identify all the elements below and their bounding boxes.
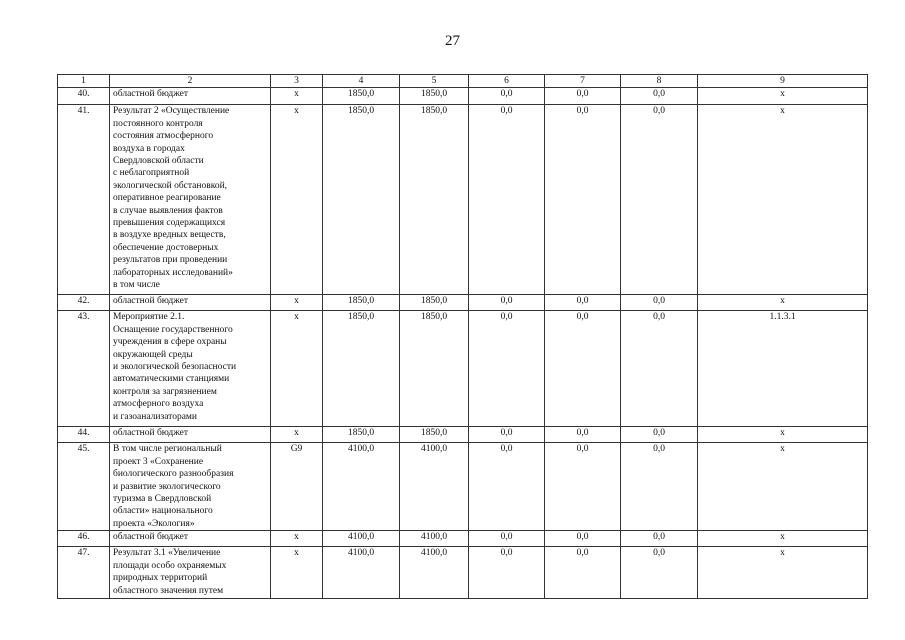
table-row (58, 547, 868, 599)
cell-col6: 0,0 (469, 443, 545, 531)
column-header: 7 (545, 75, 621, 88)
cell-col9: х (698, 105, 868, 295)
cell-col3: х (271, 295, 323, 311)
cell-col4: 1850,0 (323, 105, 400, 295)
cell-col7: 0,0 (545, 105, 621, 295)
table-header-row (58, 75, 868, 88)
cell-col6: 0,0 (469, 427, 545, 443)
cell-col7: 0,0 (545, 311, 621, 427)
cell-col8: 0,0 (621, 427, 698, 443)
column-header: 5 (400, 75, 469, 88)
row-description: областной бюджет (110, 531, 271, 547)
cell-col6: 0,0 (469, 531, 545, 547)
cell-col6: 0,0 (469, 295, 545, 311)
cell-col7: 0,0 (545, 88, 621, 105)
cell-col5: 1850,0 (400, 88, 469, 105)
cell-col4: 1850,0 (323, 295, 400, 311)
cell-col7: 0,0 (545, 531, 621, 547)
row-number: 41. (58, 105, 110, 295)
cell-col4: 1850,0 (323, 311, 400, 427)
cell-col9: х (698, 295, 868, 311)
cell-col6: 0,0 (469, 105, 545, 295)
cell-col7: 0,0 (545, 295, 621, 311)
table-row (58, 295, 868, 311)
column-header: 2 (110, 75, 271, 88)
cell-col8: 0,0 (621, 547, 698, 599)
column-header: 9 (698, 75, 868, 88)
cell-col9: 1.1.3.1 (698, 311, 868, 427)
table-row (58, 531, 868, 547)
cell-col8: 0,0 (621, 105, 698, 295)
cell-col6: 0,0 (469, 311, 545, 427)
column-header: 1 (58, 75, 110, 88)
cell-col8: 0,0 (621, 311, 698, 427)
cell-col4: 4100,0 (323, 547, 400, 599)
row-description: Мероприятие 2.1. Оснащение государственного учреждения в сфере охраны окружающей среды и экологической безопасности автоматическими станциями контроля за загрязнением атмосферного воздуха и газоанализаторами (110, 311, 271, 427)
cell-col3: х (271, 311, 323, 427)
row-description: Результат 3.1 «Увеличение площади особо охраняемых природных территорий областного значения путем (110, 547, 271, 599)
cell-col3: х (271, 547, 323, 599)
table-row (58, 443, 868, 531)
budget-table (57, 74, 868, 599)
table-row (58, 427, 868, 443)
cell-col5: 1850,0 (400, 295, 469, 311)
cell-col7: 0,0 (545, 443, 621, 531)
row-number: 42. (58, 295, 110, 311)
column-header: 3 (271, 75, 323, 88)
cell-col7: 0,0 (545, 427, 621, 443)
row-number: 44. (58, 427, 110, 443)
table-row (58, 311, 868, 427)
table-row (58, 88, 868, 105)
row-number: 45. (58, 443, 110, 531)
cell-col9: х (698, 427, 868, 443)
cell-col8: 0,0 (621, 443, 698, 531)
cell-col3: х (271, 427, 323, 443)
cell-col9: х (698, 443, 868, 531)
cell-col9: х (698, 88, 868, 105)
cell-col5: 1850,0 (400, 427, 469, 443)
cell-col3: х (271, 88, 323, 105)
cell-col5: 4100,0 (400, 531, 469, 547)
column-header: 8 (621, 75, 698, 88)
cell-col8: 0,0 (621, 88, 698, 105)
row-description: областной бюджет (110, 427, 271, 443)
cell-col3: G9 (271, 443, 323, 531)
row-number: 47. (58, 547, 110, 599)
cell-col4: 4100,0 (323, 443, 400, 531)
cell-col3: х (271, 105, 323, 295)
cell-col5: 1850,0 (400, 311, 469, 427)
row-number: 43. (58, 311, 110, 427)
cell-col4: 1850,0 (323, 427, 400, 443)
cell-col9: х (698, 547, 868, 599)
cell-col9: х (698, 531, 868, 547)
cell-col6: 0,0 (469, 88, 545, 105)
page-number: 27 (445, 33, 460, 49)
row-description: Результат 2 «Осуществление постоянного контроля состояния атмосферного воздуха в городах Свердловской области с неблагоприятной экологической обстановкой, оперативное реагирование в случае выявления фактов превышения содержащихся в воздухе вредных веществ, обеспечение достоверных результатов при проведении лабораторных исследований» в том числе (110, 105, 271, 295)
cell-col4: 1850,0 (323, 88, 400, 105)
cell-col4: 4100,0 (323, 531, 400, 547)
row-number: 46. (58, 531, 110, 547)
cell-col6: 0,0 (469, 547, 545, 599)
cell-col5: 1850,0 (400, 105, 469, 295)
cell-col5: 4100,0 (400, 443, 469, 531)
cell-col8: 0,0 (621, 531, 698, 547)
column-header: 4 (323, 75, 400, 88)
cell-col3: х (271, 531, 323, 547)
row-description: областной бюджет (110, 295, 271, 311)
cell-col7: 0,0 (545, 547, 621, 599)
column-header: 6 (469, 75, 545, 88)
table-row (58, 105, 868, 295)
row-number: 40. (58, 88, 110, 105)
row-description: В том числе региональный проект 3 «Сохранение биологического разнообразия и развитие экологического туризма в Свердловской области» национального проекта «Экология» (110, 443, 271, 531)
cell-col8: 0,0 (621, 295, 698, 311)
cell-col5: 4100,0 (400, 547, 469, 599)
row-description: областной бюджет (110, 88, 271, 105)
